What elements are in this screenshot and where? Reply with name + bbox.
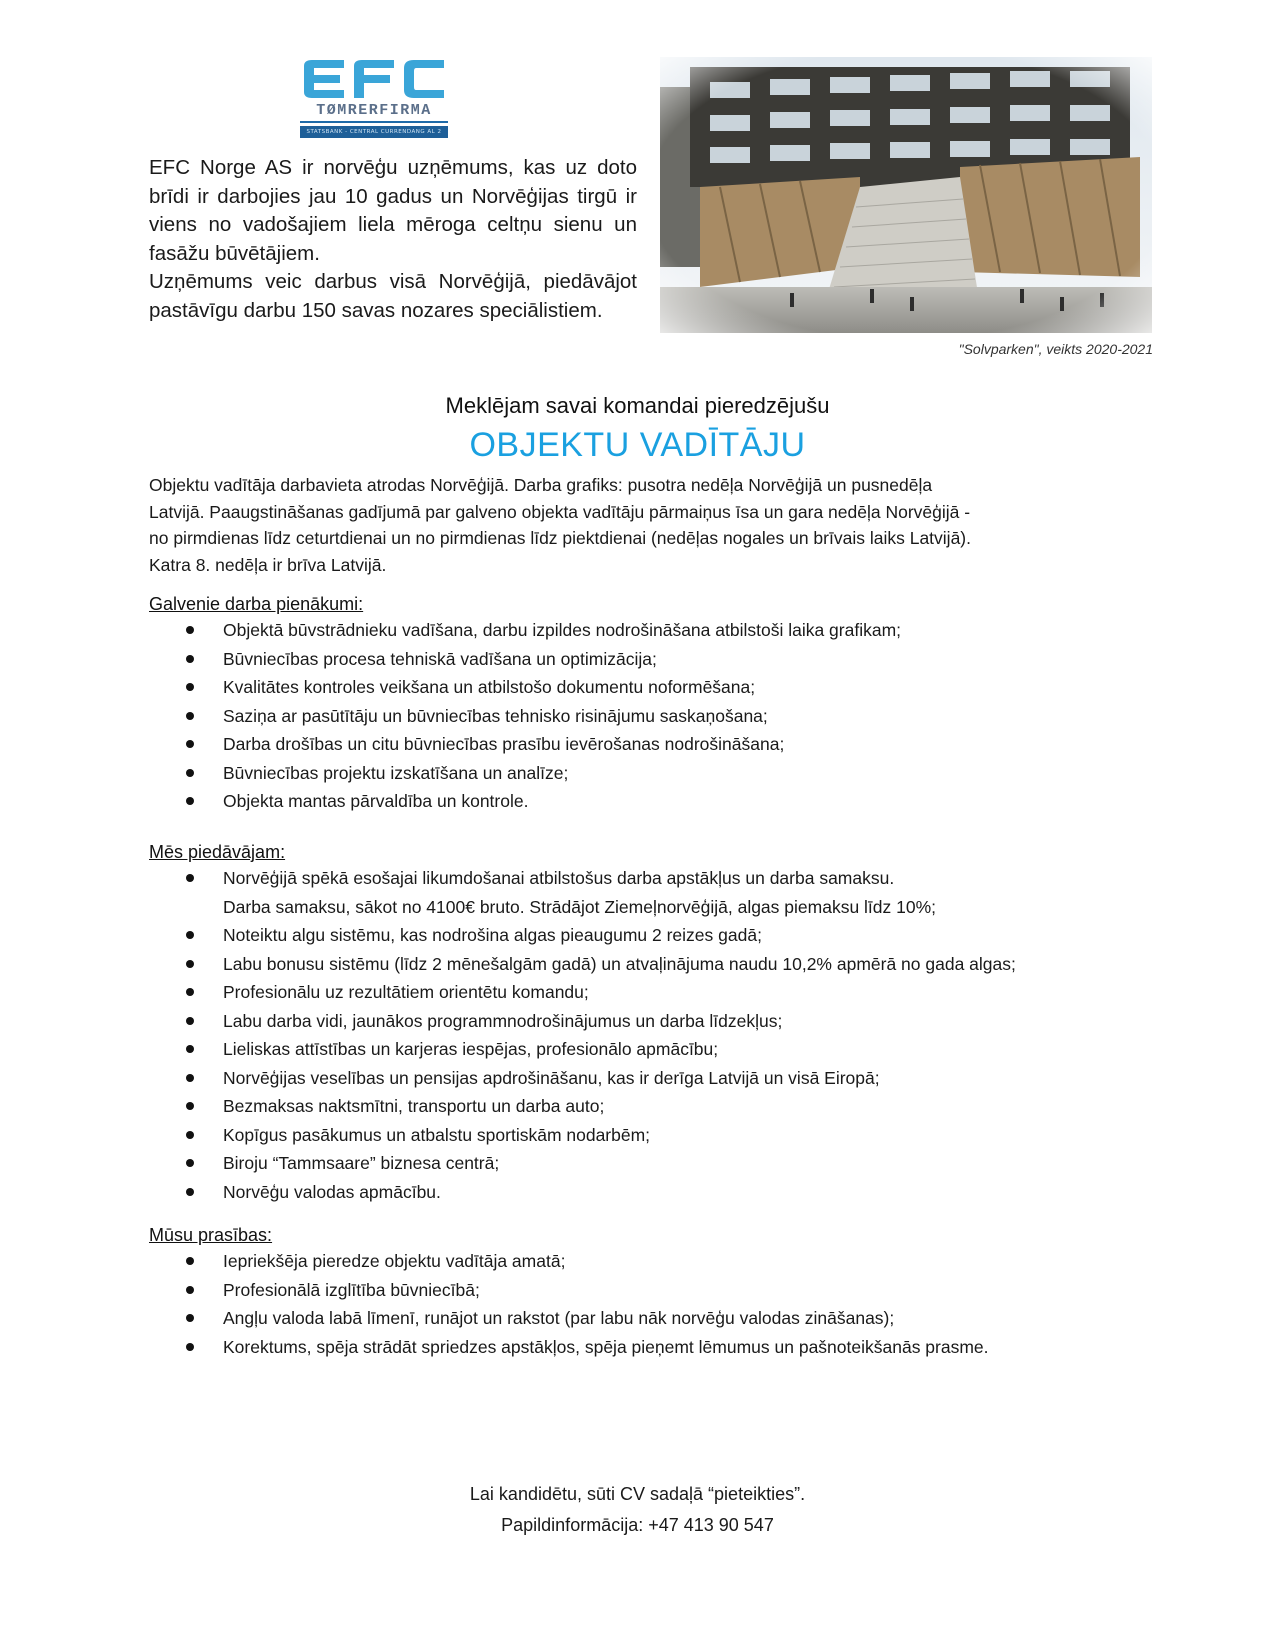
duties-heading: Galvenie darba pienākumi: [149, 594, 364, 614]
apply-instruction: Lai kandidētu, sūti CV sadaļā “pieteikties”. [469, 1484, 806, 1504]
description-line: Katra 8. nedēļa ir brīva Latvijā. [149, 554, 387, 575]
company-intro [149, 154, 637, 325]
list-item: Saziņa ar pasūtītāju un būvniecības tehnisko risinājumu saskaņošana; [149, 702, 1149, 731]
logo-tagline: STATSBANK - CENTRAL CURRENDANG AL 2 [300, 126, 448, 138]
job-title: OBJEKTU VADĪTĀJU [469, 426, 806, 464]
list-item: Objekta mantas pārvaldība un kontrole. [149, 787, 1149, 816]
contact-phone: Papildinformācija: +47 413 90 547 [501, 1515, 774, 1535]
list-item: Norvēģu valodas apmācību. [149, 1178, 1149, 1207]
description-line: Objektu vadītāja darbavieta atrodas Norvēģijā. Darba grafiks: pusotra nedēļa Norvēģijā un pusnedēļa [149, 475, 933, 495]
list-item: Objektā būvstrādnieku vadīšana, darbu izpildes nodrošināšana atbilstoši laika grafikam; [149, 616, 1149, 645]
list-item: Angļu valoda labā līmenī, runājot un rakstot (par labu nāk norvēģu valodas zināšanas); [149, 1304, 1149, 1333]
description-line: no pirmdienas līdz ceturtdienai un no pirmdienas līdz piektdienai (nedēļas nogales un brīvais laiks Latvijā). [149, 528, 971, 548]
offer-list [149, 864, 1149, 1206]
list-item: Būvniecības procesa tehniskā vadīšana un optimizācija; [149, 645, 1149, 674]
logo-divider [300, 121, 448, 123]
list-item: Profesionālā izglītība būvniecībā; [149, 1276, 1149, 1305]
list-item: Kvalitātes kontroles veikšana un atbilstošo dokumentu noformēšana; [149, 673, 1149, 702]
list-item: Labu bonusu sistēmu (līdz 2 mēnešalgām gadā) un atvaļinājuma naudu 10,2% apmērā no gada algas; [149, 950, 1149, 979]
list-item: Noteiktu algu sistēmu, kas nodrošina algas pieaugumu 2 reizes gadā; [149, 921, 1149, 950]
logo-subtitle: TØMRERFIRMA [316, 102, 432, 119]
application-info [0, 1479, 1275, 1541]
list-item: Biroju “Tammsaare” biznesa centrā; [149, 1149, 1149, 1178]
list-item [149, 864, 1149, 921]
list-item: Labu darba vidi, jaunākos programmnodrošinājumus un darba līdzekļus; [149, 1007, 1149, 1036]
list-item: Bezmaksas naktsmītni, transportu un darba auto; [149, 1092, 1149, 1121]
list-item: Iepriekšēja pieredze objektu vadītāja amatā; [149, 1247, 1149, 1276]
duties-list [149, 616, 1149, 816]
list-item-text: Norvēģijā spēkā esošajai likumdošanai atbilstošus darba apstākļus un darba samaksu. [223, 868, 895, 888]
requirements-heading: Mūsu prasības: [149, 1225, 273, 1245]
building-illustration [660, 57, 1152, 333]
intro-paragraph-2: Uzņēmums veic darbus visā Norvēģijā, piedāvājot pastāvīgu darbu 150 savas nozares speciālistiem. [149, 270, 637, 322]
list-item: Profesionālu uz rezultātiem orientētu komandu; [149, 978, 1149, 1007]
photo-caption: "Solvparken", veikts 2020-2021 [958, 341, 1153, 357]
headline-lead: Meklējam savai komandai pieredzējušu [445, 393, 830, 418]
building-photo [660, 57, 1152, 333]
job-description [149, 472, 1139, 578]
list-item: Lieliskas attīstības un karjeras iespējas, profesionālo apmācību; [149, 1035, 1149, 1064]
company-logo [300, 58, 448, 138]
intro-paragraph-1: EFC Norge AS ir norvēģu uzņēmums, kas uz doto brīdi ir darbojies jau 10 gadus un Norvēģijas tirgū ir viens no vadošajiem liela mēroga celtņu sienu un fasāžu būvētājiem. [149, 156, 637, 265]
list-item: Korektums, spēja strādāt spriedzes apstākļos, spēja pieņemt lēmumus un pašnoteikšanās prasme. [149, 1333, 1149, 1362]
list-item: Darba drošības un citu būvniecības prasību ievērošanas nodrošināšana; [149, 730, 1149, 759]
efc-logo-mark [302, 58, 446, 100]
list-item: Norvēģijas veselības un pensijas apdrošināšanu, kas ir derīga Latvijā un visā Eiropā; [149, 1064, 1149, 1093]
list-item: Kopīgus pasākumus un atbalstu sportiskām nodarbēm; [149, 1121, 1149, 1150]
description-line: Latvijā. Paaugstināšanas gadījumā par galveno objekta vadītāju pārmaiņus īsa un gara nedēļa Norvēģijā - [149, 501, 971, 522]
list-item: Būvniecības projektu izskatīšana un analīze; [149, 759, 1149, 788]
list-item-continuation: Darba samaksu, sākot no 4100€ bruto. Strādājot Ziemeļnorvēģijā, algas piemaksu līdz 10%; [223, 896, 937, 917]
requirements-list [149, 1247, 1149, 1361]
offer-heading: Mēs piedāvājam: [149, 842, 286, 862]
